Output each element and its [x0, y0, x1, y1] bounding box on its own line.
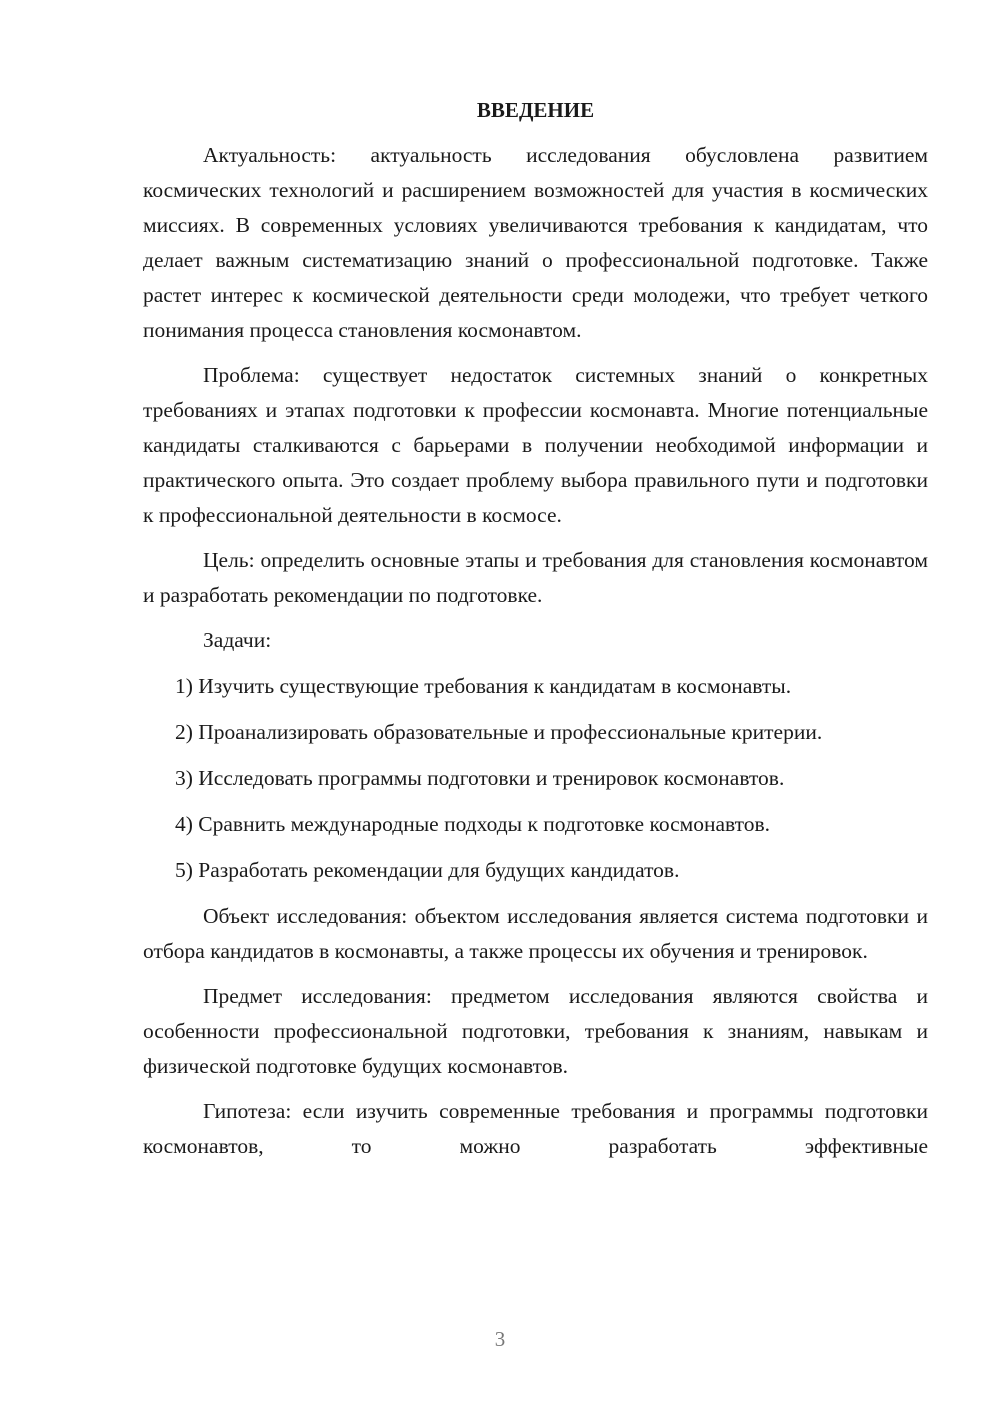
task-item: 1) Изучить существующие требования к кандидатам в космонавты.: [175, 674, 792, 698]
task-item: 3) Исследовать программы подготовки и тренировок космонавтов.: [175, 766, 785, 790]
paragraph-problem: Проблема: существует недостаток системных знаний о конкретных требованиях и этапах подготовки к профессии космонавта. Многие потенциальные кандидаты сталкиваются с барьерами в получении необходимой информации и практического опыта. Это создает проблему выбора правильного пути и подготовки к профессиональной деятельности в космосе.: [143, 363, 928, 527]
section-title: ВВЕДЕНИЕ: [476, 98, 595, 122]
paragraph-relevance: Актуальность: актуальность исследования обусловлена развитием космических технологий и расширением возможностей для участия в космических миссиях. В современных условиях увеличиваются требования к кандидатам, что делает важным систематизацию знаний о профессиональной подготовке. Также растет интерес к космической деятельности среди молодежи, что требует четкого понимания процесса становления космонавтом.: [143, 143, 928, 342]
tasks-heading: Задачи:: [203, 628, 272, 652]
paragraph-object: Объект исследования: объектом исследования является система подготовки и отбора кандидатов в космонавты, а также процессы их обучения и тренировок.: [143, 904, 928, 963]
paragraph-hypothesis: Гипотеза: если изучить современные требования и программы подготовки космонавтов, то можно разработать эффективные: [143, 1099, 928, 1158]
task-item: 5) Разработать рекомендации для будущих кандидатов.: [175, 858, 680, 882]
task-item: 2) Проанализировать образовательные и профессиональные критерии.: [175, 720, 823, 744]
paragraph-subject: Предмет исследования: предметом исследования являются свойства и особенности профессиональной подготовки, требования к знаниям, навыкам и физической подготовке будущих космонавтов.: [143, 984, 928, 1078]
paragraph-goal: Цель: определить основные этапы и требования для становления космонавтом и разработать рекомендации по подготовке.: [143, 548, 928, 607]
task-item: 4) Сравнить международные подходы к подготовке космонавтов.: [175, 812, 771, 836]
document-page: [143, 95, 928, 1164]
page-number: 3: [494, 1327, 506, 1351]
